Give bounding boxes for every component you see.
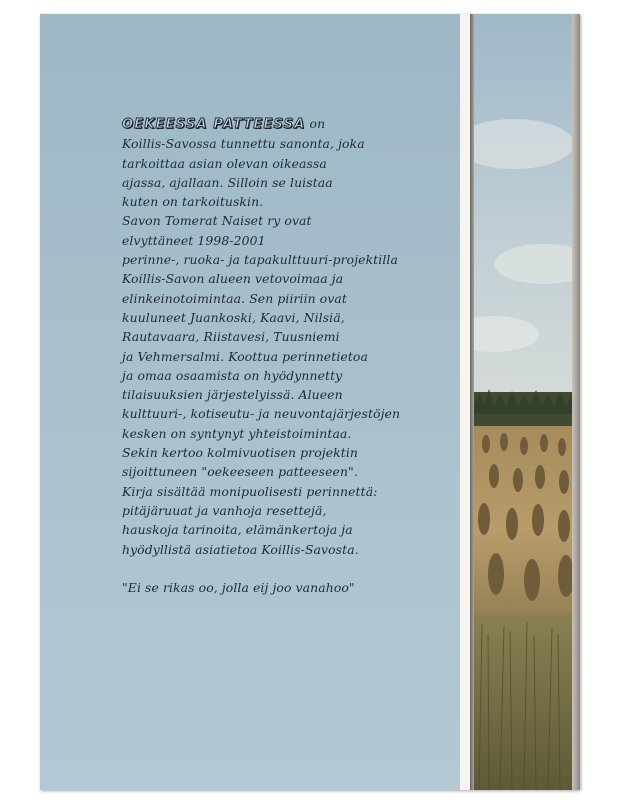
text-line: Koillis-Savon alueen vetovoimaa ja [122, 271, 344, 287]
cover-blue-panel [40, 14, 460, 790]
text-line: tarkoittaa asian olevan oikeassa [122, 155, 327, 171]
text-line: Kirja sisältää monipuolisesti perinnettä: [122, 483, 378, 499]
text-line: sijoittuneen "oekeeseen patteeseen". [122, 464, 358, 480]
text-line: kuuluneet Juankoski, Kaavi, Nilsiä, [122, 309, 345, 325]
text-line: elinkeinotoimintaa. Sen piiriin ovat [122, 290, 347, 306]
back-cover-text [122, 114, 442, 597]
text-line: Koillis-Savossa tunnettu sanonta, joka [122, 136, 365, 152]
text-line: pitäjäruuat ja vanhoja resettejä, [122, 502, 327, 518]
text-line: kuten on tarkoituskin. [122, 194, 264, 210]
text-line: hauskoja tarinoita, elämänkertoja ja [122, 522, 353, 538]
book-spine-edge [572, 14, 580, 790]
haystack-field-photo [474, 14, 572, 790]
cover-quote: "Ei se rikas oo, jolla eij joo vanahoo" [122, 579, 355, 595]
headline-suffix: on [305, 116, 326, 131]
text-line: tilaisuuksien järjestelyissä. Alueen [122, 387, 343, 403]
first-line [122, 114, 442, 134]
cover-divider-stripe [460, 14, 470, 790]
text-line: ajassa, ajallaan. Silloin se luistaa [122, 174, 333, 190]
text-line: ja omaa osaamista on hyödynnetty [122, 367, 343, 383]
photo-illustration [474, 14, 572, 790]
book-back-cover [40, 14, 580, 790]
text-line: perinne-, ruoka- ja tapakulttuuri-projektilla [122, 252, 398, 268]
text-line: Sekin kertoo kolmivuotisen projektin [122, 445, 358, 461]
cover-headline: OEKEESSA PATTEESSA [122, 117, 306, 132]
text-line: elvyttäneet 1998-2001 [122, 232, 266, 248]
text-line: kulttuuri-, kotiseutu- ja neuvontajärjestöjen [122, 406, 401, 422]
text-line: ja Vehmersalmi. Koottua perinnetietoa [122, 348, 368, 364]
text-line: kesken on syntynyt yhteistoimintaa. [122, 425, 352, 441]
text-line: hyödyllistä asiatietoa Koillis-Savosta. [122, 541, 359, 557]
text-line: Rautavaara, Riistavesi, Tuusniemi [122, 329, 340, 345]
text-line: Savon Tomerat Naiset ry ovat [122, 213, 312, 229]
